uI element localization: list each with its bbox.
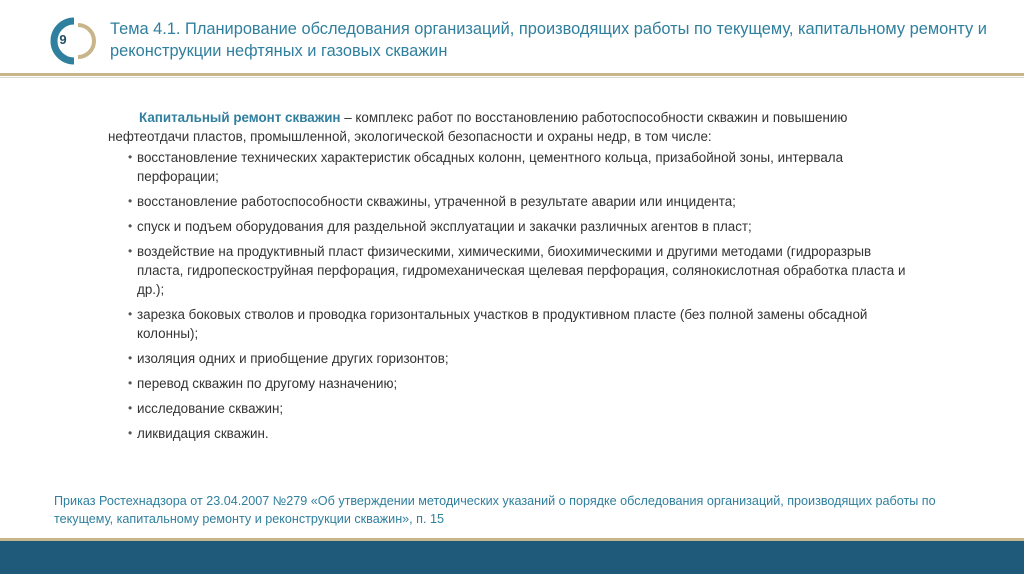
list-item [126,192,908,211]
list-item [126,305,908,343]
list-item [126,217,908,236]
list-item [126,374,908,393]
bullet-icon: • [128,376,133,390]
header-divider-gray [0,77,1024,78]
bullet-icon: • [128,244,133,258]
definition-paragraph [108,108,908,146]
list-item [126,148,908,186]
definition-text: – комплекс работ по восстановлению работоспособности скважин и повышению нефтеотдачи пластов, промышленной, экологической безопасности и охраны недр, в том числе: [108,110,848,144]
list-item [126,424,908,443]
list-item-text: изоляция одних и приобщение других горизонтов; [137,351,449,366]
work-list [108,148,908,443]
footer-band [0,541,1024,574]
bullet-icon: • [128,150,133,164]
list-item-text: зарезка боковых стволов и проводка горизонтальных участков в продуктивном пласте (без полной замены обсадной колонны); [137,307,868,341]
bullet-icon: • [128,426,133,440]
bullet-icon: • [128,351,133,365]
slide-title: Тема 4.1. Планирование обследования организаций, производящих работы по текущему, капитальному ремонту и реконструкции нефтяных и газовых скважин [110,20,987,60]
list-item-text: восстановление работоспособности скважины, утраченной в результате аварии или инцидента; [137,194,736,209]
list-item [126,349,908,368]
bullet-icon: • [128,194,133,208]
list-item-text: восстановление технических характеристик обсадных колонн, цементного кольца, призабойной зоны, интервала перфорации; [137,150,844,184]
bullet-icon: • [128,219,133,233]
list-item-text: исследование скважин; [137,401,284,416]
list-item-text: перевод скважин по другому назначению; [137,376,398,391]
slide-number: 9 [59,32,67,47]
source-citation: Приказ Ростехнадзора от 23.04.2007 №279 «Об утверждении методических указаний о порядке обследования организаций, производящих работы по текущему, капитальному ремонту и реконструкции скважин», п. 15 [54,494,936,526]
list-item [126,399,908,418]
list-item-text: воздействие на продуктивный пласт физическими, химическими, биохимическими и другими методами (гидроразрыв пласта, гидропескоструйная перфорация, гидромеханическая щелевая перфорация, солянокислотная обработка пласта и др.); [137,244,906,297]
bullet-icon: • [128,307,133,321]
header-divider-gold [0,73,1024,76]
list-item-text: ликвидация скважин. [137,426,269,441]
slide-body [108,108,908,449]
list-item [126,242,908,299]
list-item-text: спуск и подъем оборудования для раздельной эксплуатации и закачки различных агентов в пласт; [137,219,752,234]
bullet-icon: • [128,401,133,415]
defined-term: Капитальный ремонт скважин [139,110,341,125]
